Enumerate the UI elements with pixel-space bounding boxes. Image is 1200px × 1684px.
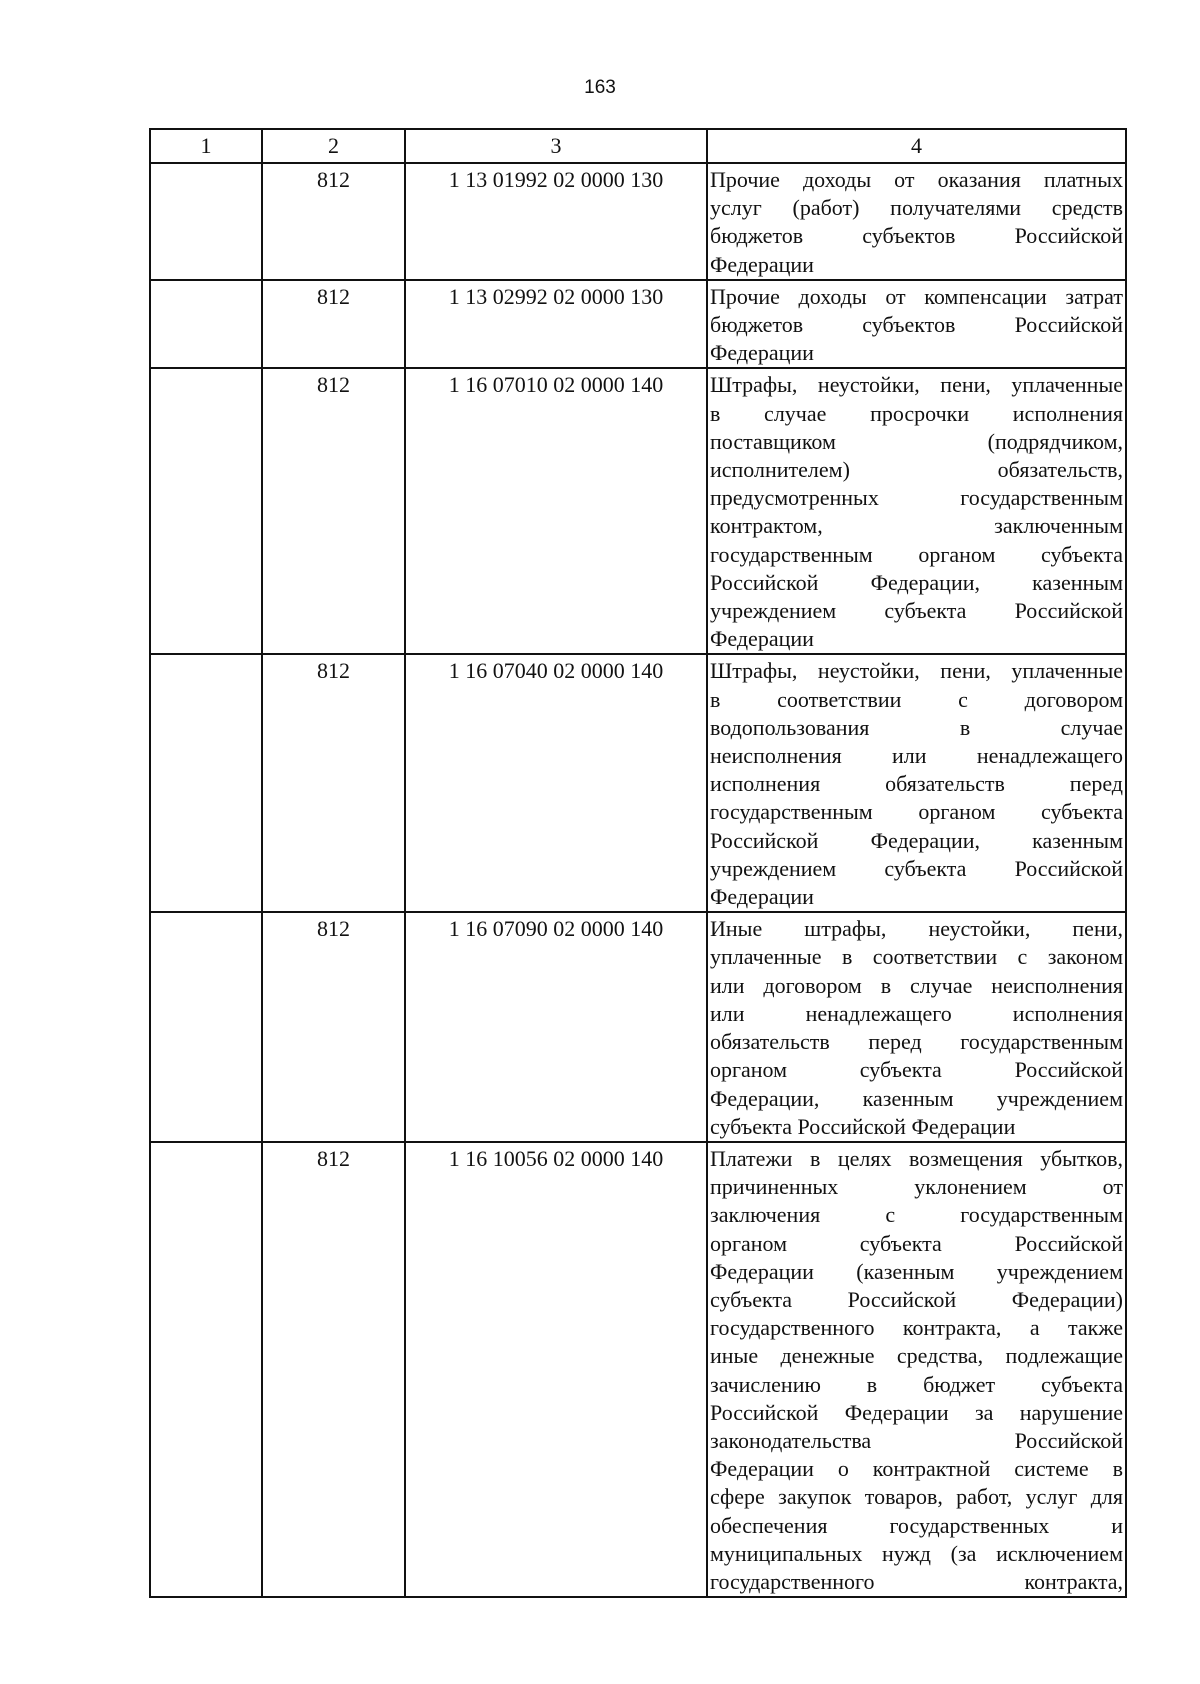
table-row (150, 163, 1126, 280)
description-line: Федерации о контрактной системе в (710, 1456, 1123, 1482)
administrator-code-cell: 812 (262, 654, 405, 912)
table-header-row (150, 129, 1126, 163)
description-line: государственным органом субъекта (710, 799, 1123, 825)
budget-classification-code-cell: 1 16 07010 02 0000 140 (405, 368, 707, 654)
page-number: 163 (584, 77, 616, 98)
description-line: исполнения обязательств перед (710, 771, 1123, 797)
description-line: в соответствии с договором (710, 686, 1123, 712)
description-line: Федерации, казенным учреждением (710, 1085, 1123, 1111)
description-line: Российской Федерации за нарушение (710, 1399, 1123, 1425)
description-line: учреждением субъекта Российской (710, 855, 1123, 881)
description-line: государственного контракта, (710, 1568, 1123, 1594)
description-line: органом субъекта Российской (710, 1057, 1123, 1083)
description-line: государственного контракта, а также (710, 1315, 1123, 1341)
description-line: обеспечения государственных и (710, 1512, 1123, 1538)
description-line: услуг (работ) получателями средств (710, 195, 1123, 221)
description-line: Федерации (710, 884, 814, 910)
administrator-code-cell: 812 (262, 1142, 405, 1597)
table-row (150, 280, 1126, 369)
table-row (150, 1142, 1126, 1597)
budget-classification-code-cell: 1 16 07040 02 0000 140 (405, 654, 707, 912)
description-line: субъекта Российской Федерации (710, 1113, 1016, 1139)
header-cell-2: 2 (262, 129, 405, 163)
description-line: Российской Федерации, казенным (710, 827, 1123, 853)
description-line: Платежи в целях возмещения убытков, (710, 1145, 1123, 1171)
description-line: или договором в случае неисполнения (710, 972, 1123, 998)
table-row (150, 654, 1126, 912)
header-cell-4: 4 (707, 129, 1126, 163)
description-line: муниципальных нужд (за исключением (710, 1540, 1123, 1566)
revenue-description-cell (707, 163, 1126, 280)
revenue-description-cell (707, 368, 1126, 654)
description-line: водопользования в случае (710, 714, 1123, 740)
row-cell-col1 (150, 163, 262, 280)
description-line: законодательства Российской (710, 1427, 1123, 1453)
description-line: Штрафы, неустойки, пени, уплаченные (710, 658, 1123, 684)
table-body (150, 129, 1126, 1597)
description-line: субъекта Российской Федерации) (710, 1286, 1123, 1312)
budget-classification-code-cell: 1 16 07090 02 0000 140 (405, 912, 707, 1142)
description-line: Федерации (710, 626, 814, 652)
description-line: сфере закупок товаров, работ, услуг для (710, 1484, 1123, 1510)
description-line: в случае просрочки исполнения (710, 400, 1123, 426)
description-line: иные денежные средства, подлежащие (710, 1343, 1123, 1369)
header-cell-1: 1 (150, 129, 262, 163)
revenue-description-cell (707, 1142, 1126, 1597)
table-row (150, 912, 1126, 1142)
description-line: Прочие доходы от компенсации затрат (710, 283, 1123, 309)
row-cell-col1 (150, 912, 262, 1142)
revenue-description-cell (707, 654, 1126, 912)
description-line: поставщиком (подрядчиком, (710, 428, 1123, 454)
administrator-code-cell: 812 (262, 163, 405, 280)
description-line: или ненадлежащего исполнения (710, 1000, 1123, 1026)
description-line: контрактом, заключенным (710, 513, 1123, 539)
budget-classification-code-cell: 1 16 10056 02 0000 140 (405, 1142, 707, 1597)
description-line: государственным органом субъекта (710, 541, 1123, 567)
header-cell-3: 3 (405, 129, 707, 163)
description-line: Федерации (710, 340, 814, 366)
description-line: Штрафы, неустойки, пени, уплаченные (710, 372, 1123, 398)
description-line: причиненных уклонением от (710, 1174, 1123, 1200)
description-line: Иные штрафы, неустойки, пени, (710, 916, 1123, 942)
row-cell-col1 (150, 368, 262, 654)
administrator-code-cell: 812 (262, 280, 405, 369)
description-line: бюджетов субъектов Российской (710, 223, 1123, 249)
administrator-code-cell: 812 (262, 368, 405, 654)
budget-classification-code-cell: 1 13 01992 02 0000 130 (405, 163, 707, 280)
description-line: органом субъекта Российской (710, 1230, 1123, 1256)
description-line: Федерации (казенным учреждением (710, 1258, 1123, 1284)
description-line: уплаченные в соответствии с законом (710, 944, 1123, 970)
description-line: неисполнения или ненадлежащего (710, 743, 1123, 769)
description-line: исполнителем) обязательств, (710, 457, 1123, 483)
description-line: зачислению в бюджет субъекта (710, 1371, 1123, 1397)
row-cell-col1 (150, 654, 262, 912)
description-line: Федерации (710, 251, 814, 277)
row-cell-col1 (150, 1142, 262, 1597)
row-cell-col1 (150, 280, 262, 369)
description-line: бюджетов субъектов Российской (710, 312, 1123, 338)
description-line: обязательств перед государственным (710, 1029, 1123, 1055)
revenue-description-cell (707, 912, 1126, 1142)
administrator-code-cell: 812 (262, 912, 405, 1142)
description-line: учреждением субъекта Российской (710, 598, 1123, 624)
description-line: Прочие доходы от оказания платных (710, 167, 1123, 192)
description-line: заключения с государственным (710, 1202, 1123, 1228)
revenue-codes-table (149, 128, 1127, 1598)
description-line: Российской Федерации, казенным (710, 569, 1123, 595)
table-row (150, 368, 1126, 654)
revenue-description-cell (707, 280, 1126, 369)
budget-classification-code-cell: 1 13 02992 02 0000 130 (405, 280, 707, 369)
description-line: предусмотренных государственным (710, 485, 1123, 511)
